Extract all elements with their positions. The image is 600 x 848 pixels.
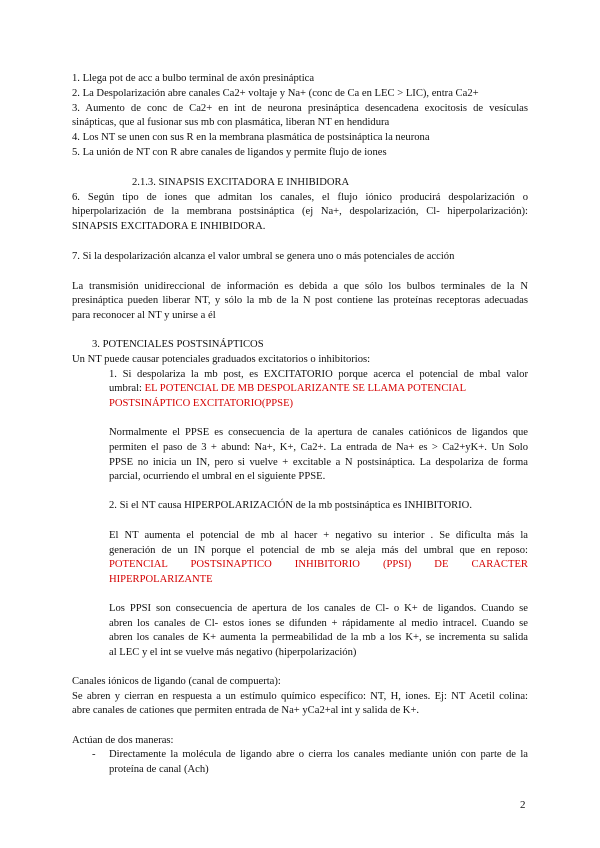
step-2: 2. La Despolarización abre canales Ca2+ voltaje y Na+ (conc de Ca en LEC > LIC), entra Ca2+	[72, 88, 479, 99]
section-3-intro: Un NT puede causar potenciales graduados excitatorios o inhibitorios:	[72, 354, 371, 365]
actuan-item-line-2: proteína de canal (Ach)	[109, 764, 209, 775]
step-5: 5. La unión de NT con R abre canales de ligandos y permite flujo de iones	[72, 147, 387, 158]
transmission-line-2: presináptica pueden liberar NT, y sólo la mb de la N post contiene las proteínas receptoras adecuadas	[72, 295, 528, 306]
ppsi-definition-red-2: HIPERPOLARIZANTE	[109, 574, 213, 585]
step-4: 4. Los NT se unen con sus R en la membrana plasmática de postsináptica la neurona	[72, 132, 430, 143]
item-1-umbral: umbral:	[109, 383, 145, 394]
step-6-line-2: hiperpolarización de la membrana postsináptica (ej Na+, despolarización, Cl- hiperpolarización):	[72, 206, 528, 217]
ppse-definition-red: EL POTENCIAL DE MB DESPOLARIZANTE SE LLAMA POTENCIAL	[144, 383, 467, 394]
inhib-line-2: generación de un IN porque el potencial de mb se aleja más del umbral que en reposo:	[109, 545, 528, 556]
ppsi-definition-red: POTENCIAL POSTSINAPTICO INHIBITORIO (PPSI) DE CARÁCTER	[109, 559, 528, 570]
transmission-line-1: La transmisión unidireccional de información es debida a que sólo los bulbos terminales de la N	[72, 281, 528, 292]
bullet-dash: -	[92, 749, 96, 760]
inhib-line-1: El NT aumenta el potencial de mb al hacer + negativo su interior . Se dificulta más la	[109, 530, 528, 541]
step-3-line-1: 3. Aumento de conc de Ca2+ en int de neurona presináptica desencadena exocitosis de vesículas	[72, 103, 528, 114]
ppse-line-1: Normalmente el PPSE es consecuencia de la apertura de canales catiónicos de ligandos que	[109, 427, 528, 438]
item-2: 2. Si el NT causa HIPERPOLARIZACIÓN de la mb postsináptica es INHIBITORIO.	[109, 500, 472, 511]
section-heading-213: 2.1.3. SINAPSIS EXCITADORA E INHIBIDORA	[132, 177, 350, 188]
ppsi-line-4: al LEC y el int se vuelve más negativo (hiperpolarización)	[109, 647, 357, 658]
ppsi-line-1: Los PPSI son consecuencia de apertura de los canales de Cl- o K+ de ligandos. Cuando se	[109, 603, 528, 614]
actuan-item-line-1: Directamente la molécula de ligando abre o cierra los canales mediante unión con parte de la	[109, 749, 528, 760]
canales-title: Canales iónicos de ligando (canal de compuerta):	[72, 676, 281, 687]
item-1-line-2	[109, 383, 528, 395]
ppse-line-4: parcial, ocurriendo el umbral en el siguiente PPSE.	[109, 471, 326, 482]
ppse-line-2: permiten el paso de 3 + abund: Na+, K+, Ca2+. La entrada de Na+ es > Ca2+yK+. Un Solo	[109, 442, 528, 453]
step-7: 7. Si la despolarización alcanza el valor umbral se genera uno o más potenciales de acción	[72, 251, 455, 262]
canales-line-1: Se abren y cierran en respuesta a un estímulo químico específico: NT, H, iones. Ej: NT Acetil colina:	[72, 691, 528, 702]
step-1: 1. Llega pot de acc a bulbo terminal de axón presináptica	[72, 73, 315, 84]
ppse-line-3: PPSE no inicia un IN, pero si vuelve + excitable a N postsináptica. La despolariza de forma	[109, 457, 528, 468]
transmission-line-3: para reconocer al NT y unirse a él	[72, 310, 216, 321]
section-heading-3: 3. POTENCIALES POSTSINÁPTICOS	[92, 339, 264, 350]
item-1-line-1: 1. Si despolariza la mb post, es EXCITATORIO porque acerca el potencial de mbal valor	[109, 369, 528, 380]
ppse-definition-red-2: POSTSINÁPTICO EXCITATORIO(PPSE)	[109, 398, 294, 409]
actuan-title: Actúan de dos maneras:	[72, 735, 174, 746]
canales-line-2: abre canales de cationes que permiten entrada de Na+ yCa2+al int y salida de K+.	[72, 705, 420, 716]
step-6-line-3: SINAPSIS EXCITADORA E INHIBIDORA.	[72, 221, 266, 232]
step-3-line-2: sinápticas, que al fusionar sus mb con plasmática, liberan NT en hendidura	[72, 117, 390, 128]
page-number: 2	[520, 799, 526, 811]
step-6-line-1: 6. Según tipo de iones que admitan los canales, el flujo iónico producirá despolarización o	[72, 192, 528, 203]
ppsi-line-2: abren los canales de Cl- estos iones se difunden + rápidamente al medio intracel. Cuando se	[109, 618, 528, 629]
ppsi-line-3: abren los canales de K+ aumenta la permeabilidad de la mb a los K+, se incrementa su salida	[109, 632, 528, 643]
